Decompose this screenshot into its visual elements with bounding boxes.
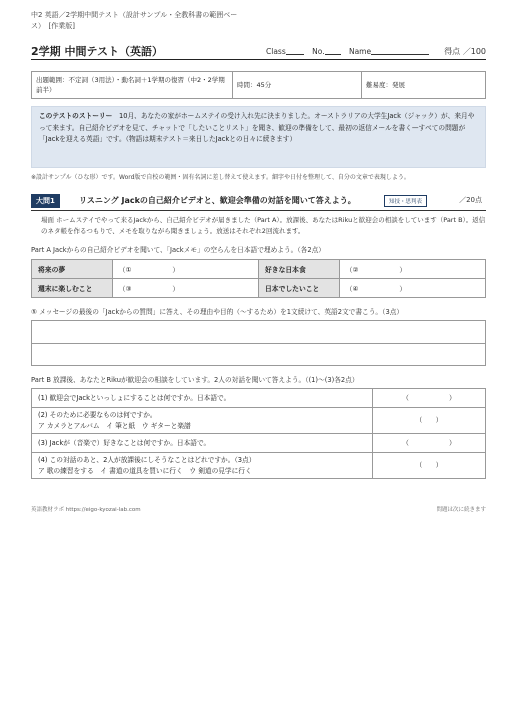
question-1-points: ／20点	[459, 196, 482, 204]
exam-info-table	[31, 71, 486, 99]
question-5-instruction: ⑤ メッセージの最後の「Jackからの質問」に答え、その理由や目的（〜するため）を1文続けて、英語2文で書こう。（3点）	[31, 308, 404, 316]
question-text: (2) そのために必要なものは何ですか。	[38, 411, 157, 419]
class-label: Class	[266, 47, 286, 56]
skill-tag: 知技・思判表	[384, 195, 427, 207]
draft-tag: [作業版]	[48, 22, 75, 30]
story-box	[31, 106, 486, 168]
exam-header	[31, 42, 486, 60]
question-1-title: リスニング Jackの自己紹介ビデオと、歓迎会準備の対話を聞いて答えよう。	[79, 196, 356, 205]
story-heading: このテストのストーリー	[39, 112, 113, 120]
footer-continue-note: 問題は次に続きます	[436, 507, 486, 513]
memo-row	[32, 260, 486, 279]
memo-label: 日本でしたいこと	[258, 279, 339, 298]
question-text: (3) Jackが（音楽で）好きなことは何ですか。日本語で。	[38, 438, 211, 447]
name-field[interactable]	[371, 47, 429, 55]
jack-memo-table	[31, 259, 486, 298]
table-row	[32, 434, 486, 453]
sample-note: ※設計サンプル（ひな形）です。Word版で自校の範囲・固有名詞に差し替えて使えます。細字や日付を整理して、自分の文章で表現しよう。	[31, 174, 410, 181]
question-text: (4) この対話のあと、2人が放課後にしそうなことはどれですか。（3点）	[38, 456, 256, 464]
question-1-header	[31, 193, 486, 209]
subject-line-1: 中2 英語／2学期中間テスト（設計サンプル・全教科書の範囲ベー	[31, 11, 238, 19]
range-cell: 出題範囲：不定詞（3用法）・動名詞＋1学期の復習（中2・2学期前半）	[32, 72, 233, 99]
class-field[interactable]	[286, 47, 304, 55]
writing-answer-box[interactable]	[31, 320, 486, 366]
table-row	[32, 389, 486, 408]
divider	[31, 210, 486, 211]
memo-label: 週末に楽しむこと	[32, 279, 113, 298]
difficulty-cell: 難易度：発展	[362, 72, 486, 99]
story-text: 10月、あなたの家がホームステイの受け入れ先に決まりました。オーストラリアの大学生Jack（ジャック）が、来月やって来ます。自己紹介ビデオを見て、チャットで「したいことリスト」を聞き、歓迎の準備をして、最初の返信メールを書く—すべての問題が「Jackを迎える英語」です。（物語は期末テスト＝来日したJackとの日々に続きます）	[39, 112, 475, 143]
question-options: ア カメラとアルバム イ 筆と紙 ウ ギターと楽譜	[38, 421, 191, 430]
footer-credit: 英語教材ラボ https://eigo-kyozai-lab.com	[31, 507, 141, 513]
subject-line-2: ス）	[31, 22, 42, 30]
part-a-instruction: Part A Jackからの自己紹介ビデオを聞いて、「Jackメモ」の空らんを日本語で埋めよう。（各2点）	[31, 246, 325, 254]
part-b-instruction: Part B 放課後、あなたとRikuが歓迎会の相談をしています。2人の対話を聞いて答えよう。（(1)〜(3)各2点）	[31, 376, 359, 384]
name-label: Name	[348, 47, 372, 56]
memo-answer-3[interactable]: （③ ）	[112, 279, 258, 298]
memo-row	[32, 279, 486, 298]
writing-line	[32, 343, 485, 344]
question-cell	[32, 389, 373, 408]
memo-answer-1[interactable]: （① ）	[112, 260, 258, 279]
table-row	[32, 453, 486, 479]
question-cell	[32, 434, 373, 453]
memo-answer-2[interactable]: （② ）	[339, 260, 485, 279]
scene-description: 場面 ホームステイでやって来るJackから、自己紹介ビデオが届きました（Part A）。放課後、あなたはRikuと歓迎会の相談をしています（Part B）。返信のネタ帳を作るつもりで、メモを取りながら聞きましょう。放送はそれぞれ2回流れます。	[41, 216, 486, 235]
no-label: No.	[312, 47, 325, 56]
table-row	[32, 408, 486, 434]
question-1-badge: 大問1	[31, 194, 60, 208]
question-options: ア 歌の練習をする イ 書道の道具を買いに行く ウ 剣道の見学に行く	[38, 466, 252, 475]
memo-label: 好きな日本食	[258, 260, 339, 279]
student-info-fields	[266, 47, 429, 56]
score-label: 得点 ／100	[444, 47, 486, 56]
memo-answer-4[interactable]: （④ ）	[339, 279, 485, 298]
question-text: (1) 歓迎会でJackといっしょにすることは何ですか。日本語で。	[38, 393, 231, 402]
answer-cell-4[interactable]: （ ）	[373, 453, 486, 479]
number-field[interactable]	[325, 47, 341, 55]
question-cell	[32, 453, 373, 479]
time-cell: 時間：45分	[233, 72, 362, 99]
answer-cell-2[interactable]: （ ）	[373, 408, 486, 434]
answer-cell-1[interactable]: （ ）	[373, 389, 486, 408]
part-b-question-table	[31, 388, 486, 479]
answer-cell-3[interactable]: （ ）	[373, 434, 486, 453]
memo-label: 将来の夢	[32, 260, 113, 279]
question-cell	[32, 408, 373, 434]
document-header-note	[31, 10, 271, 32]
exam-title: 2学期 中間テスト（英語）	[31, 45, 164, 58]
